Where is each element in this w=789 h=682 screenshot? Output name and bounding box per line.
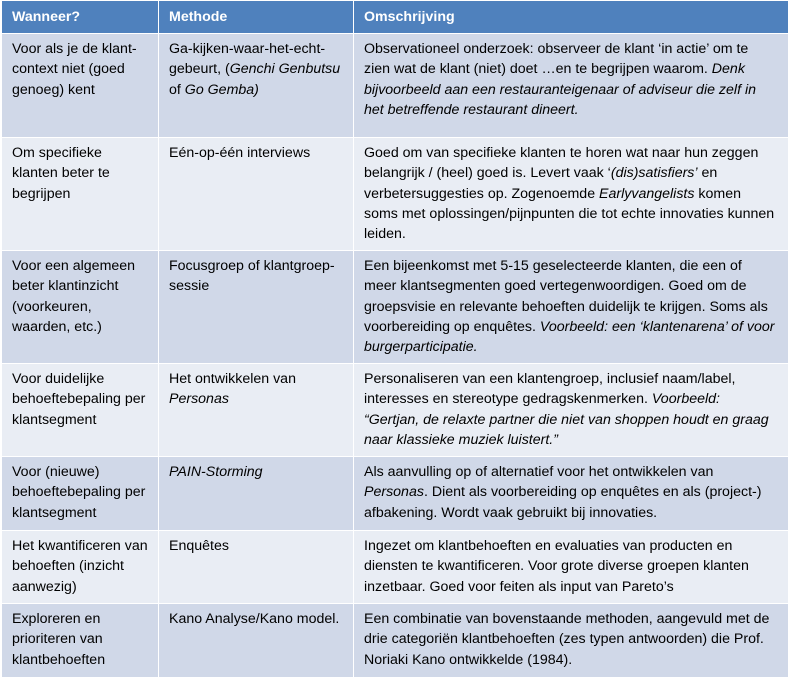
table-row <box>2 364 789 457</box>
text-italic: Personas <box>169 391 229 408</box>
text: Een bijeenkomst met 5-15 geselecteerde klanten, die een of meer klantsegmenten goed vertegenwoordigen. Goed om de groepsvisie en relevante behoeften duidelijk te krijgen. Soms als voorbereiding op enquêtes. <box>364 258 768 335</box>
text: Personaliseren van een klantengroep, inclusief naam/label, interesses en stereotype gedragskenmerken. <box>364 371 736 408</box>
cell-method: PAIN-Storming <box>159 457 354 531</box>
cell-description: Een combinatie van bovenstaande methoden, aangevuld met de drie categoriën klantbehoeften (zes typen antwoorden) die Prof. Noriaki Kano ontwikkelde (1984). <box>354 604 789 678</box>
text: of <box>169 81 185 98</box>
table-row <box>2 34 789 138</box>
text-italic: Go Gemba) <box>184 81 259 98</box>
text: Ga-kijken-waar-het-echt-gebeurt, ( <box>169 41 326 78</box>
table-row <box>2 457 789 531</box>
header-description: Omschrijving <box>354 1 789 34</box>
text-italic: Genchi Genbutsu <box>229 61 341 78</box>
cell-method: Kano Analyse/Kano model. <box>159 604 354 678</box>
table-row <box>2 251 789 364</box>
cell-description <box>354 251 789 364</box>
text: en verbetersuggesties op. Zogenoemde <box>364 165 718 202</box>
cell-when: Voor duidelijke behoeftebepaling per klantsegment <box>2 364 159 457</box>
cell-when: Exploreren en prioriteren van klantbehoeften <box>2 604 159 678</box>
text: komen soms met oplossingen/pijnpunten die tot echte innovaties kunnen leiden. <box>364 185 775 243</box>
text-italic: Voorbeeld: een ‘klantenarena’ of voor burgerparticipatie. <box>364 318 775 356</box>
text-italic: (dis)satisfiers’ <box>610 165 698 182</box>
table-row <box>2 604 789 678</box>
text: Goed om van specifieke klanten te horen wat naar hun zeggen belangrijk / (heel) goed is. Levert vaak ‘ <box>364 145 759 182</box>
cell-description: Ingezet om klantbehoeften en evaluaties van producten en diensten te kwantificeren. Voor grote diverse groepen klanten inzetbaar. Goed voor feiten als input van Pareto’s <box>354 531 789 604</box>
cell-when: Het kwantificeren van behoeften (inzicht aanwezig) <box>2 531 159 604</box>
cell-description <box>354 364 789 457</box>
cell-when: Voor als je de klant-context niet (goed genoeg) kent <box>2 34 159 138</box>
cell-when: Voor (nieuwe) behoeftebepaling per klantsegment <box>2 457 159 531</box>
header-method: Methode <box>159 1 354 34</box>
cell-method: Enquêtes <box>159 531 354 604</box>
text: Observationeel onderzoek: observeer de klant ‘in actie’ om te zien wat de klant (niet) doet …en te begrijpen waarom. <box>364 41 749 78</box>
cell-description <box>354 457 789 531</box>
cell-method <box>159 364 354 457</box>
cell-method <box>159 34 354 138</box>
cell-when: Om specifieke klanten beter te begrijpen <box>2 138 159 251</box>
text-italic: Earlyvangelists <box>599 185 695 202</box>
cell-method: Focusgroep of klantgroep-sessie <box>159 251 354 364</box>
text: Als aanvulling op of alternatief voor het ontwikkelen van <box>364 464 714 480</box>
cell-description <box>354 138 789 251</box>
text-italic: Voorbeeld: “Gertjan, de relaxte partner die niet van shoppen houdt en graag naar klassieke muziek luistert.” <box>364 391 769 448</box>
header-row <box>2 1 789 34</box>
table-row <box>2 138 789 251</box>
text: . Dient als voorbereiding op enquêtes en als (project-) afbakening. Wordt vaak gebruikt bij innovaties. <box>364 484 762 521</box>
text-italic: Denk bijvoorbeeld aan een restauranteigenaar of adviseur die zelf in het betreffende restaurant dineert. <box>364 61 756 118</box>
text-italic: Personas <box>364 484 424 501</box>
header-when: Wanneer? <box>2 1 159 34</box>
cell-description <box>354 34 789 138</box>
text: Het ontwikkelen van <box>169 371 296 387</box>
methods-table <box>1 0 789 678</box>
cell-method: Eén-op-één interviews <box>159 138 354 251</box>
cell-when: Voor een algemeen beter klantinzicht (voorkeuren, waarden, etc.) <box>2 251 159 364</box>
table-row <box>2 531 789 604</box>
